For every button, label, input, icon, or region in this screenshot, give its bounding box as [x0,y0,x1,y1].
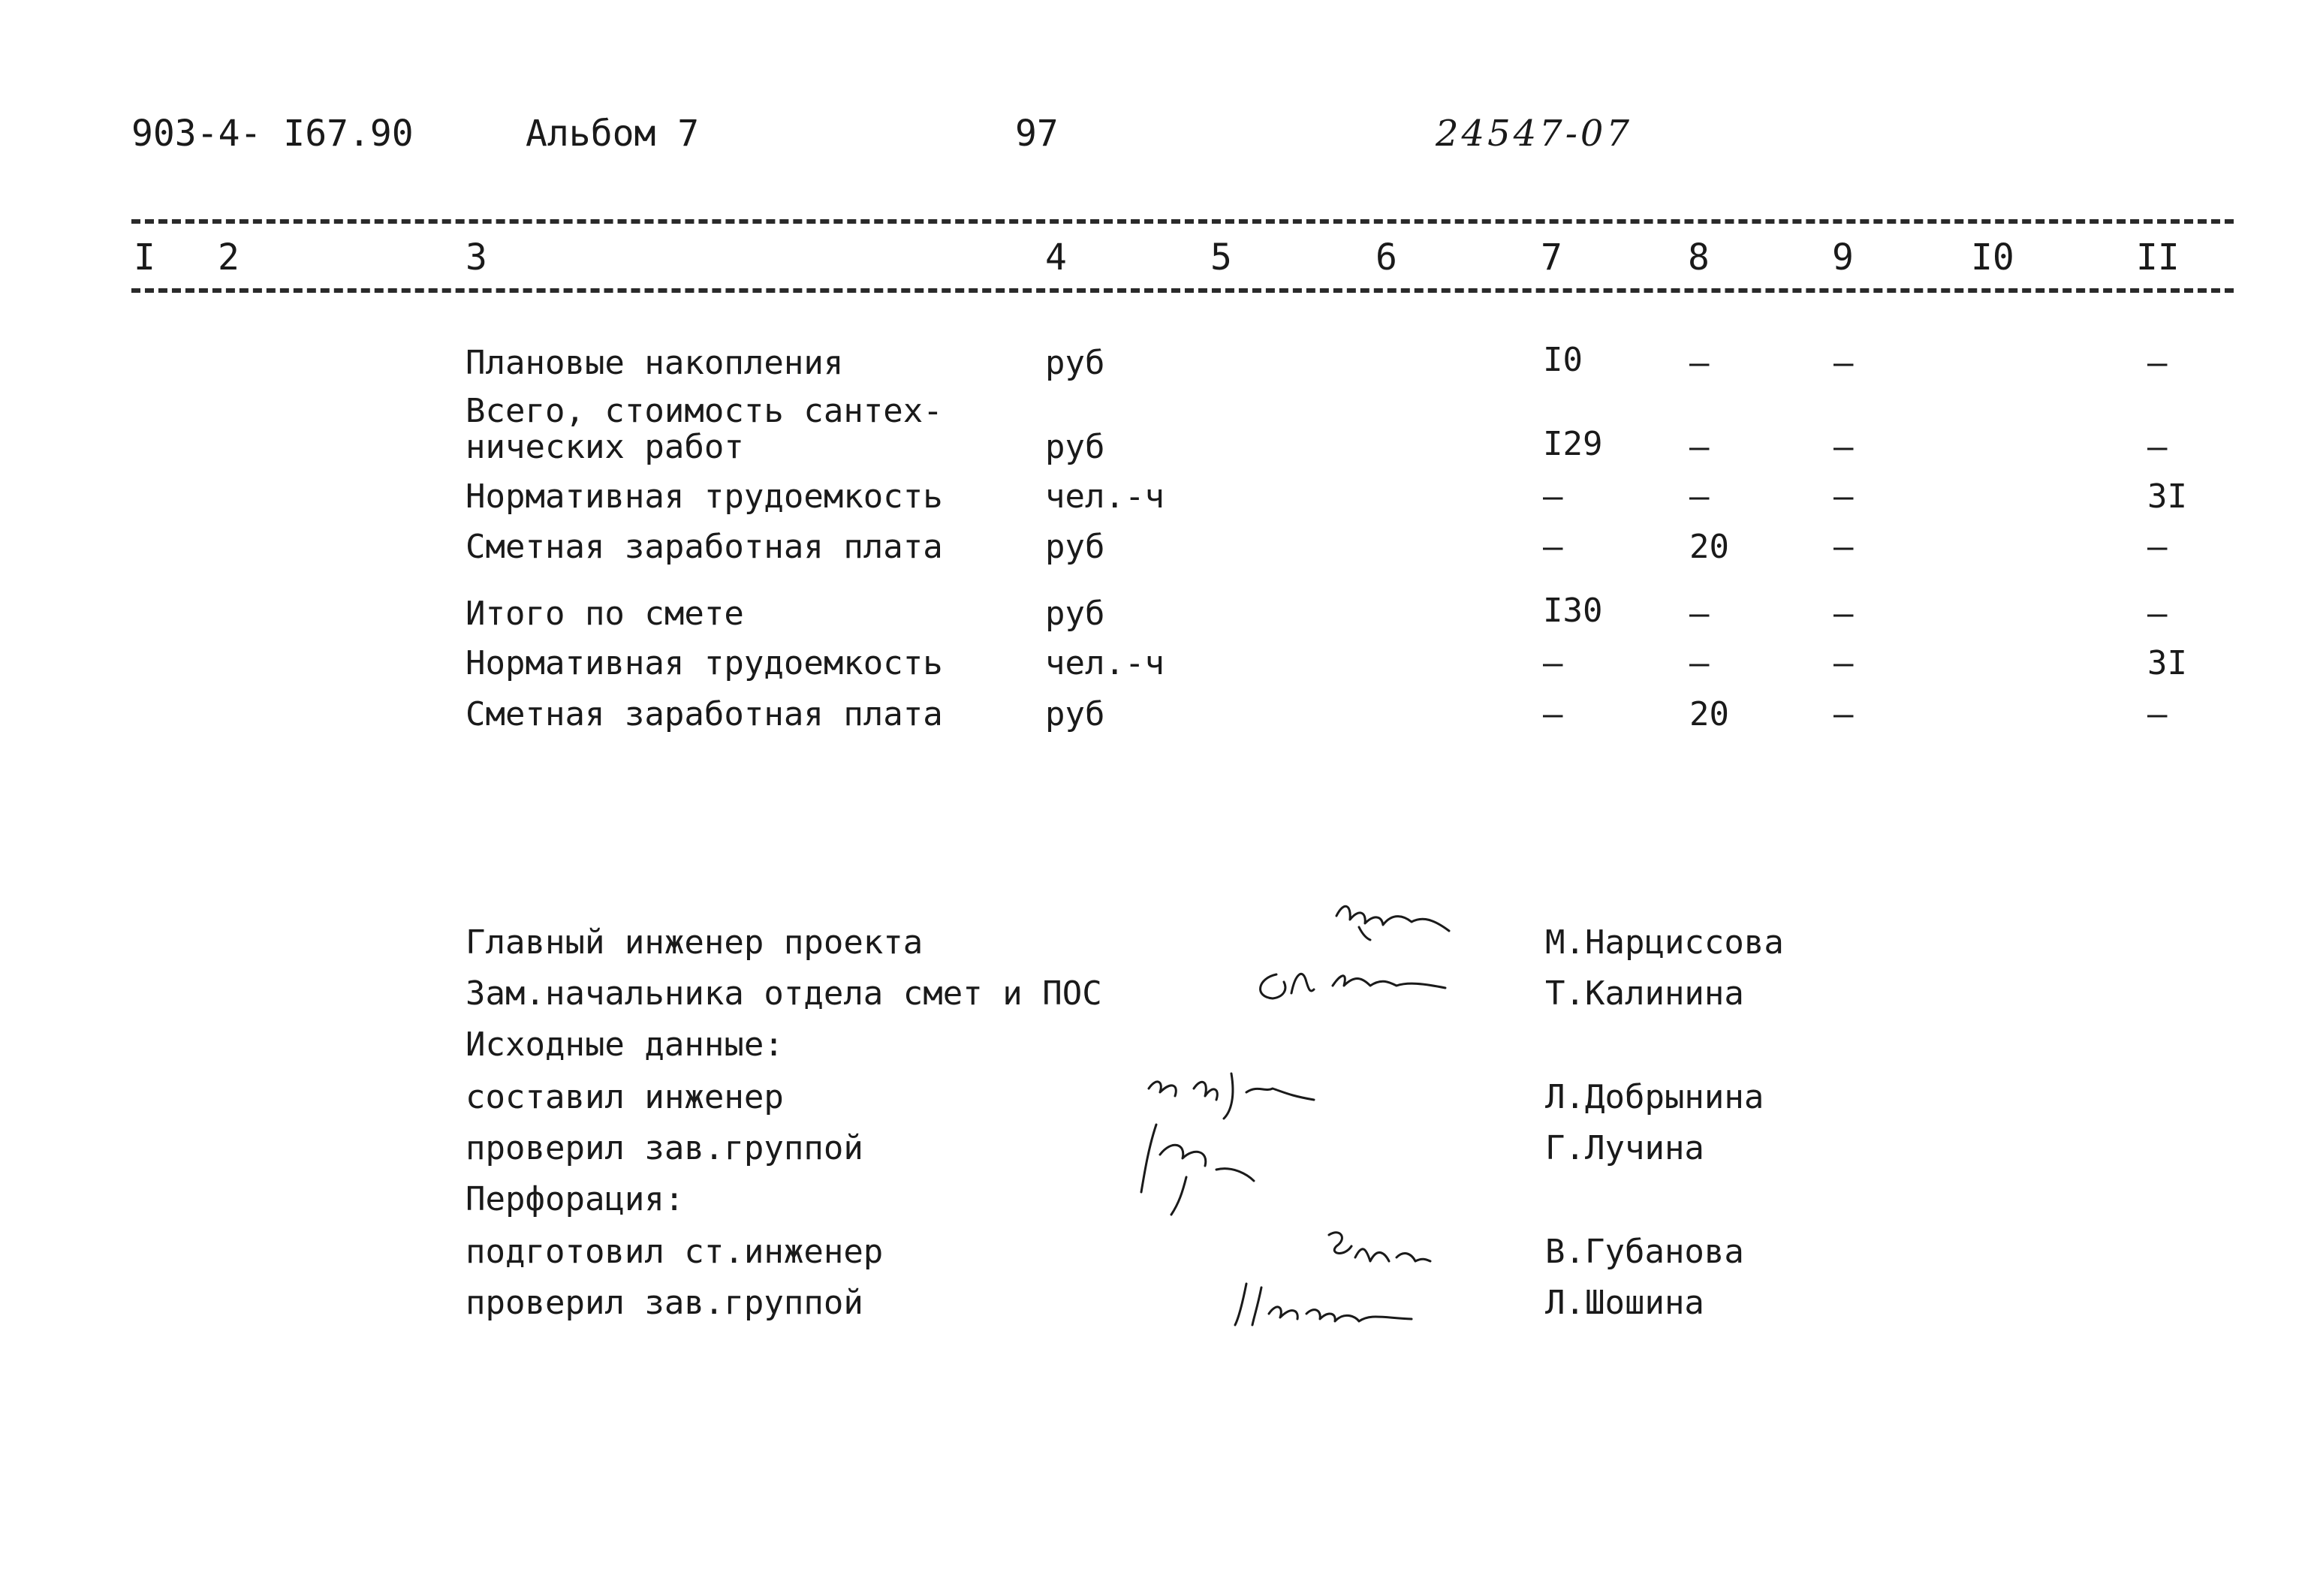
signatory-name: М.Нарциссова [1545,923,1784,962]
column-number-1: I [134,236,155,279]
page-number: 97 [1015,113,1059,155]
row-col7-value: – [1543,695,1563,733]
row-unit: чел.-ч [1045,477,1165,516]
section-heading: Исходные данные: [466,1025,784,1064]
row-col9-value: – [1833,344,1854,382]
row-col11-value: – [2147,695,2168,733]
row-col8-value: – [1689,595,1710,633]
inventory-number: 24547-07 [1436,113,1632,155]
document-code: 903-4- I67.90 [131,113,414,155]
handwritten-signature-preparer [1314,1224,1434,1276]
row-col8-value: – [1689,644,1710,682]
column-number-2: 2 [218,236,240,279]
signatory-name: Л.Шошина [1545,1284,1704,1322]
row-label: Плановые накопления [466,344,844,382]
row-col11-value: – [2147,528,2168,566]
row-col11-value: – [2147,344,2168,382]
signature-role: проверил зав.группой [466,1129,863,1167]
album-label: Альбом 7 [526,113,700,155]
row-label: Сметная заработная плата [466,695,943,733]
column-number-5: 5 [1210,236,1232,279]
column-number-11: II [2136,236,2180,279]
header-top-rule [131,219,2234,224]
row-col9-value: – [1833,644,1854,682]
row-unit: руб [1045,528,1105,566]
row-label-continuation: нических работ [466,428,744,466]
row-label: Нормативная трудоемкость [466,477,943,516]
row-unit: чел.-ч [1045,644,1165,682]
row-label: Сметная заработная плата [466,528,943,566]
row-unit: руб [1045,428,1105,466]
header-bottom-rule [131,288,2234,293]
row-col7-value: I29 [1543,425,1603,463]
column-number-6: 6 [1375,236,1397,279]
row-col8-value: – [1689,344,1710,382]
row-col11-value: 3I [2147,644,2187,682]
row-unit: руб [1045,695,1105,733]
row-col8-value: – [1689,477,1710,516]
row-col8-value: – [1689,428,1710,466]
column-number-8: 8 [1688,236,1710,279]
row-label: Итого по смете [466,595,744,633]
row-label: Нормативная трудоемкость [466,644,943,682]
signature-role: Главный инженер проекта [466,923,924,962]
handwritten-signature-checker [1126,1110,1276,1222]
row-col11-value: – [2147,428,2168,466]
row-unit: руб [1045,344,1105,382]
section-heading: Перфорация: [466,1180,685,1218]
signature-role: Зам.начальника отдела смет и ПОС [466,974,1102,1013]
row-col7-value: I0 [1543,341,1583,379]
row-col11-value: – [2147,595,2168,633]
column-number-4: 4 [1045,236,1067,279]
handwritten-signature-group-head [1231,1272,1427,1333]
column-number-7: 7 [1541,236,1562,279]
row-col9-value: – [1833,477,1854,516]
column-number-10: I0 [1971,236,2014,279]
row-col9-value: – [1833,528,1854,566]
row-unit: руб [1045,595,1105,633]
row-label: Всего, стоимость сантех- [466,392,943,430]
row-col9-value: – [1833,428,1854,466]
handwritten-signature-chief-engineer [1329,893,1464,953]
row-col8-value: 20 [1689,695,1729,733]
row-col9-value: – [1833,695,1854,733]
row-col7-value: I30 [1543,592,1603,630]
signature-role: проверил зав.группой [466,1284,863,1322]
signature-role: составил инженер [466,1078,784,1116]
signatory-name: Г.Лучина [1545,1129,1704,1167]
signatory-name: В.Губанова [1545,1233,1744,1271]
row-col7-value: – [1543,477,1563,516]
column-number-9: 9 [1832,236,1854,279]
row-col8-value: 20 [1689,528,1729,566]
row-col9-value: – [1833,595,1854,633]
row-col7-value: – [1543,528,1563,566]
row-col7-value: – [1543,644,1563,682]
signatory-name: Л.Добрынина [1545,1078,1764,1116]
signature-role: подготовил ст.инженер [466,1233,884,1271]
signatory-name: Т.Калинина [1545,974,1744,1013]
column-number-3: 3 [466,236,487,279]
handwritten-signature-deputy-head [1250,952,1475,1012]
row-col11-value: 3I [2147,477,2187,516]
